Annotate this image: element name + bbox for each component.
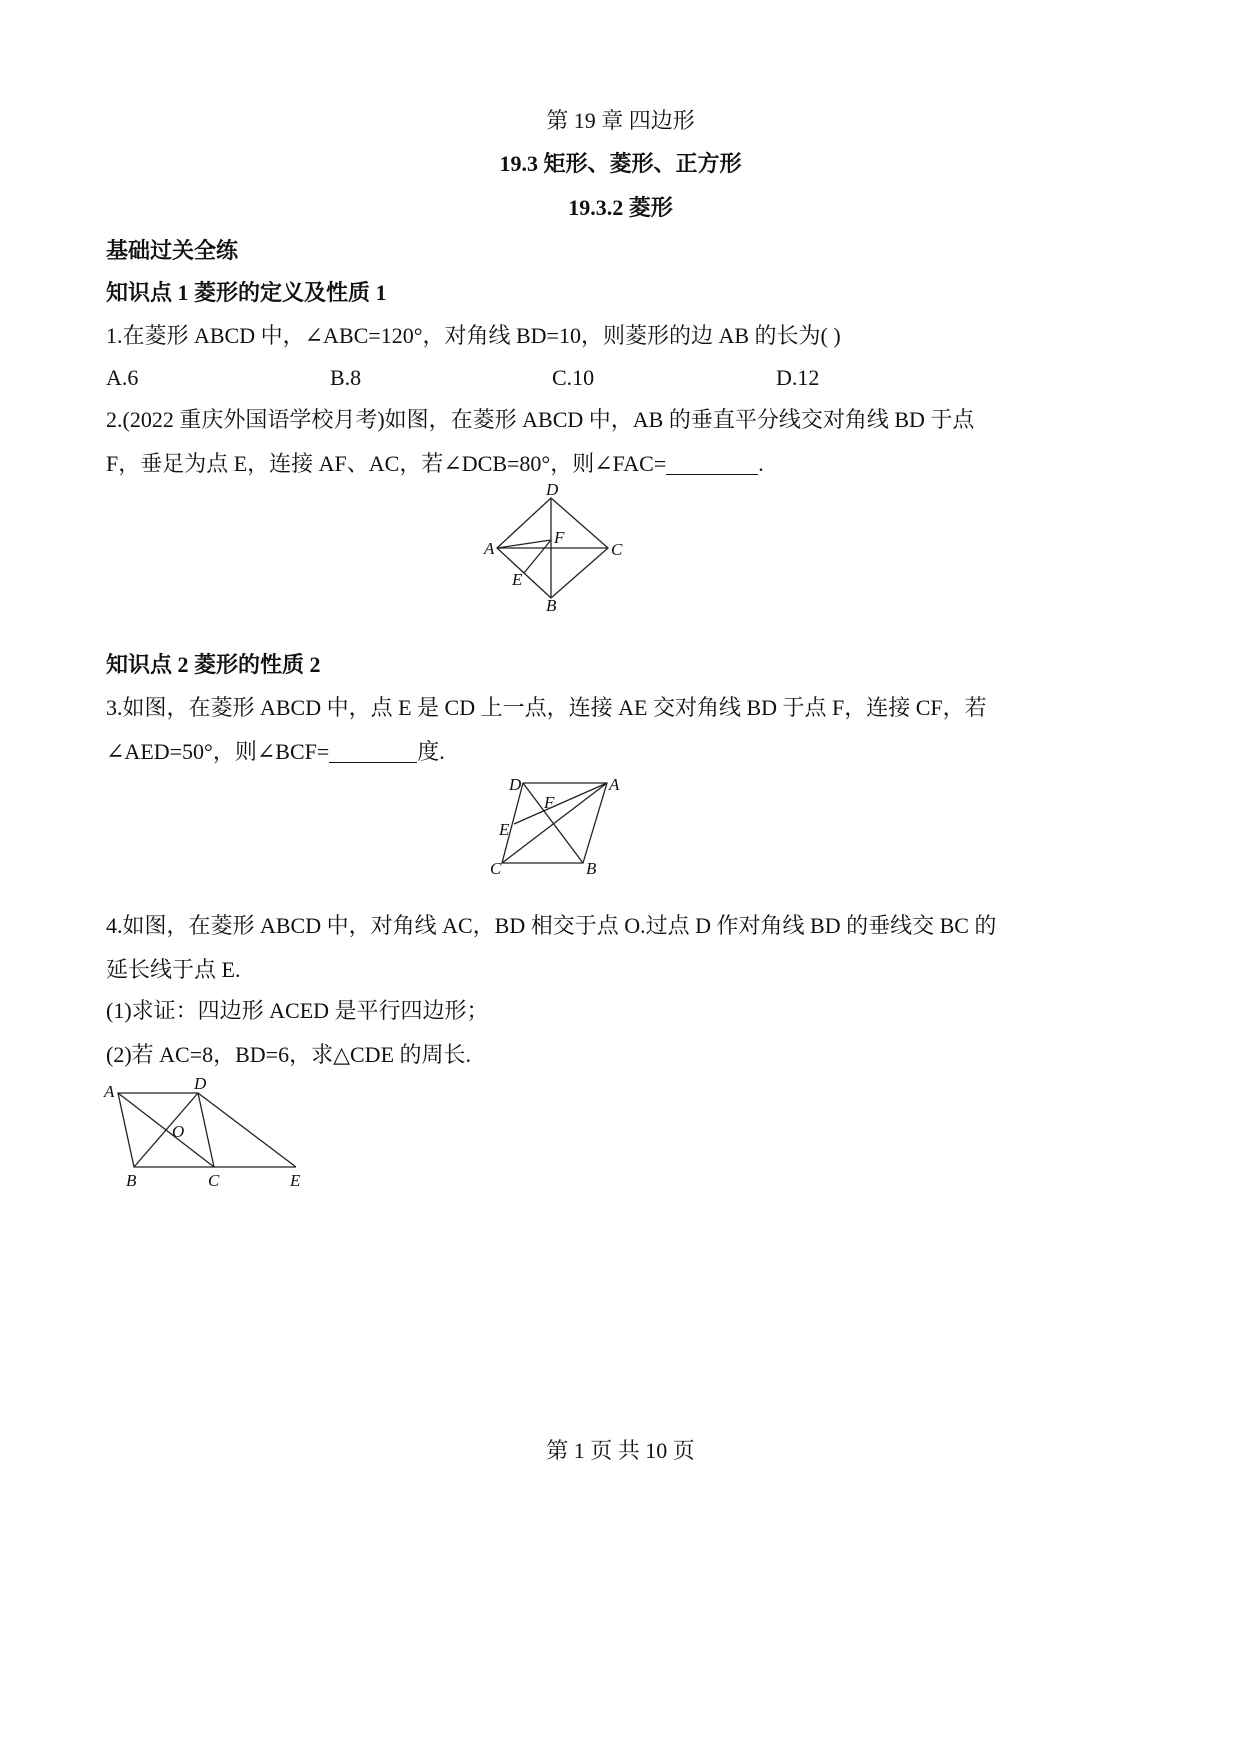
label-f: F (554, 528, 565, 547)
label-b: B (126, 1171, 137, 1190)
knowledge-point-2: 知识点 2 菱形的性质 2 (106, 652, 321, 677)
question-3-line2 (106, 737, 445, 767)
question-3-line1: 3.如图，在菱形 ABCD 中，点 E 是 CD 上一点，连接 AE 交对角线 BD 于点 F，连接 CF，若 (106, 695, 987, 720)
figure-q3-rhombus (490, 770, 630, 880)
question-3-tail: 度. (417, 739, 445, 764)
label-e: E (512, 570, 523, 589)
label-d: D (546, 480, 559, 499)
segment-de (198, 1093, 296, 1167)
knowledge-point-1: 知识点 1 菱形的定义及性质 1 (106, 280, 387, 305)
label-b: B (546, 596, 557, 615)
label-f: F (544, 793, 555, 812)
label-c: C (490, 859, 502, 878)
question-2-tail: . (758, 451, 764, 476)
q1-option-a: A.6 (106, 365, 139, 390)
label-a: A (104, 1082, 115, 1101)
label-c: C (208, 1171, 220, 1190)
segment-ef (524, 540, 551, 573)
chapter-title: 第 19 章 四边形 (546, 108, 695, 133)
label-o: O (172, 1122, 185, 1141)
question-3-text: ∠AED=50°，则∠BCF= (106, 739, 330, 764)
label-c: C (611, 540, 623, 559)
question-2-line2 (106, 449, 764, 479)
question-4-line1: 4.如图，在菱形 ABCD 中，对角线 AC，BD 相交于点 O.过点 D 作对角线 BD 的垂线交 BC 的 (106, 913, 997, 938)
question-2-line1: 2.(2022 重庆外国语学校月考)如图，在菱形 ABCD 中，AB 的垂直平分线交对角线 BD 于点 (106, 407, 975, 432)
page-footer: 第 1 页 共 10 页 (546, 1438, 695, 1463)
question-1-stem: 1.在菱形 ABCD 中，∠ABC=120°，对角线 BD=10，则菱形的边 AB 的长为( ) (106, 323, 841, 348)
question-2-text: F，垂足为点 E，连接 AF、AC，若∠DCB=80°，则∠FAC= (106, 451, 667, 476)
section-title: 19.3 矩形、菱形、正方形 (499, 151, 742, 176)
label-b: B (586, 859, 597, 878)
question-4-line2: 延长线于点 E. (106, 957, 241, 982)
subsection-title: 19.3.2 菱形 (568, 195, 673, 220)
label-a: A (609, 775, 620, 794)
q1-option-b: B.8 (330, 365, 362, 390)
answer-blank[interactable] (329, 740, 417, 763)
label-e: E (499, 820, 510, 839)
q1-option-c: C.10 (552, 365, 595, 390)
answer-blank[interactable] (666, 452, 758, 475)
question-4-part1: (1)求证：四边形 ACED 是平行四边形； (106, 998, 489, 1023)
part-title: 基础过关全练 (106, 238, 239, 263)
label-a: A (484, 539, 495, 558)
diagonal-bd (134, 1093, 198, 1167)
q1-option-d: D.12 (776, 365, 820, 390)
label-d: D (194, 1074, 207, 1093)
label-e: E (290, 1171, 301, 1190)
figure-q2-rhombus (480, 480, 630, 615)
figure-q4-parallelogram (100, 1075, 320, 1195)
label-d: D (509, 775, 522, 794)
question-4-part2: (2)若 AC=8，BD=6，求△CDE 的周长. (106, 1042, 472, 1067)
